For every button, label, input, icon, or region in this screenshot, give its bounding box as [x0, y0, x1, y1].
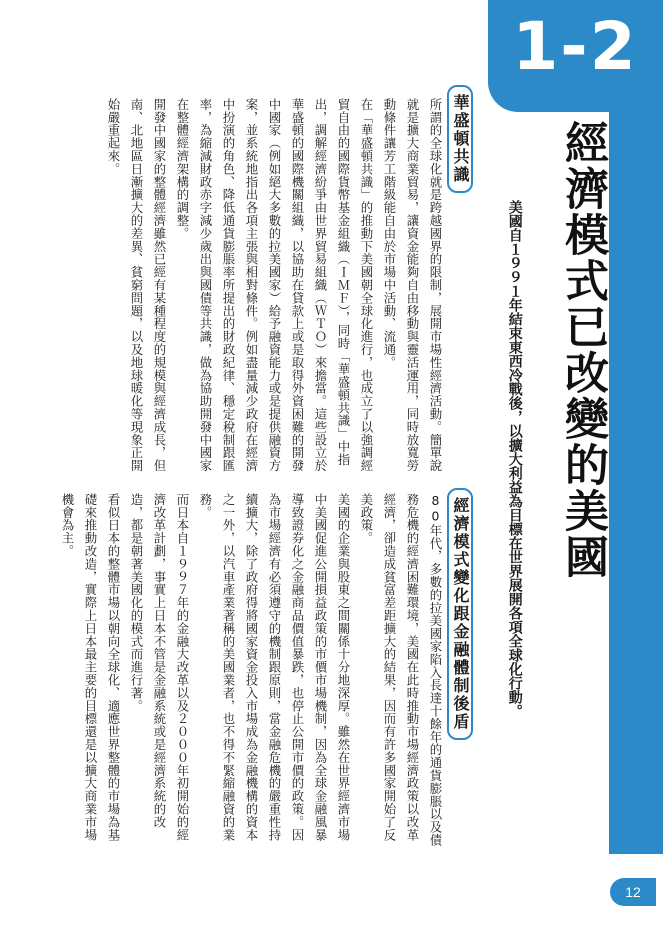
paragraph: 看似日本的整體市場以朝向全球化、適應世界整體的市場為基礎來推動改造，實際上日本最主要的目標還是以擴大商業市場機會為主。	[60, 493, 121, 842]
paragraph: 80年代，多數的拉美國家陷入長達十餘年的通貨膨脹以及債務危機的經濟困難環境，美國在此時推動市場經濟政策以改革經濟，卻造成貧富差距擴大的結果，因而有許多國家開始了反美政策。	[359, 493, 443, 847]
page-title: 經濟模式已改變的美國	[557, 120, 608, 580]
paragraph: 美國的企業與股東之間關係十分地深厚。雖然在世界經濟市場中美國促進公開損益政策的市價市場機制，因為全球金融風暴導致證券化之金融商品價值暴跌，也停止公開市價的政策。因為市場經濟有必須遵守的機制跟原則，當金融危機的嚴重性持續擴大，除了政府得將國家資金投入市場成為金融機構的資本之一外，以汽車產業著稱的美國業者，也不得不緊縮融資的業務。	[198, 493, 351, 842]
section-body-economic-model-change	[56, 493, 447, 851]
right-accent-bar	[609, 0, 663, 854]
page-subtitle: 美國自１９９１年結束東西冷戰後，以擴大利益為目標在世界展開各項全球化行動。	[506, 200, 523, 718]
section-heading-economic-model-change: 經濟模式變化跟金融體制後盾	[447, 488, 473, 740]
paragraph: 而日本自１９９７年的金融大改革以及２０００年初開始的經濟改革計劃，事實上日本不管是金融系統或是經濟系統的改造，都是朝著美國化的模式而進行著。	[129, 493, 190, 842]
paragraph: 所謂的全球化就是跨越國界的限制，展開市場性經濟活動。簡單說就是擴大商業貿易，讓資金能夠自由移動與靈活運用，同時放寬勞動條件讓芳工階級能自由於市場中活動、流通。	[382, 98, 443, 473]
paragraph: 在「華盛頓共識」的推動下美國朝全球化進行，也成立了以強調經貿自由的國際貨幣基金組織（ＩＭＦ），同時「華盛頓共識」中指出，調解經濟紛爭由世界貿易組織（ＷＴＯ）來擔當。這些設立於華盛頓的國際機關組織，以協助在貸款上或是取得外資困難的開發中國家（例如絕大多數的拉美國家）給予融資能力或是提供融資方案，並系統地指出各項主張與相對條件。例如盡量減少政府在經濟中扮演的角色、降低通貨膨脹率所提出的財政紀律、穩定稅制跟匯率，為縮減財政赤字減少歲出與國債等共識，做為協助開發中國家在整體經濟架構的調整。	[175, 98, 374, 473]
paragraph: 開發中國家的整體經濟雖然已經有某種程度的規模與經濟成長，但南、北地區日漸擴大的差異、貧窮問題，以及地球暖化等現象正開始嚴重起來。	[106, 98, 167, 473]
page-number: 12	[610, 878, 656, 906]
section-body-washington-consensus	[102, 98, 447, 482]
section-heading-washington-consensus: 華盛頓共識	[447, 85, 473, 193]
chapter-number: 1-2	[512, 8, 638, 85]
